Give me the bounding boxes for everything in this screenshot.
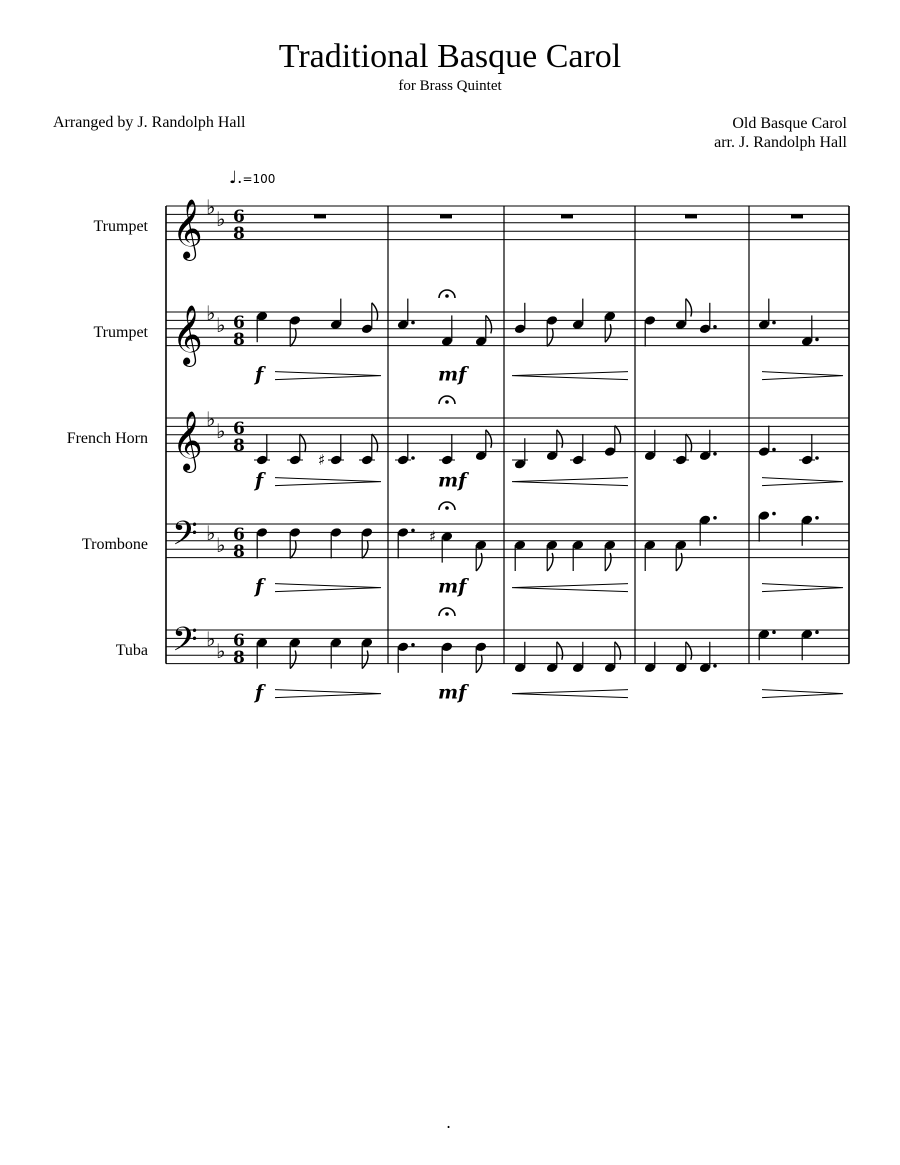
note-head <box>475 540 487 571</box>
dynamic-mezzo-forte: mf <box>438 363 467 386</box>
instrument-label-trumpet-1: Trumpet <box>93 218 148 235</box>
note-flag <box>486 315 492 333</box>
decrescendo-hairpin <box>762 478 843 486</box>
crescendo-hairpin <box>512 690 628 698</box>
time-signature-top: 6 <box>233 525 245 545</box>
note-head <box>361 303 378 334</box>
arranger-credit: Arranged by J. Randolph Hall <box>53 114 246 131</box>
dynamic-forte: f <box>255 469 264 492</box>
note-head <box>675 299 692 330</box>
note-head <box>514 303 526 334</box>
bass-clef-icon: 𝄢 <box>172 621 198 667</box>
dynamic-mezzo-forte: mf <box>438 681 467 704</box>
augmentation-dot <box>713 325 717 329</box>
augmentation-dot <box>772 448 776 452</box>
treble-clef-icon: 𝄞 <box>172 199 203 259</box>
note-head <box>397 299 415 330</box>
fermata-dot <box>445 506 449 510</box>
time-signature-bottom: 8 <box>233 542 245 562</box>
score-subtitle: for Brass Quintet <box>398 78 502 94</box>
note-head <box>254 434 270 465</box>
flat-icon: ♭ <box>216 639 226 663</box>
decrescendo-hairpin <box>762 690 843 698</box>
flat-icon: ♭ <box>216 207 226 231</box>
note-head <box>604 540 616 571</box>
score-title: Traditional Basque Carol <box>278 38 622 75</box>
note-head <box>397 527 415 558</box>
note-head <box>330 527 342 558</box>
flat-icon: ♭ <box>206 407 216 431</box>
note-flag <box>605 324 611 342</box>
instrument-label-trombone: Trombone <box>81 536 148 553</box>
augmentation-dot <box>411 643 415 647</box>
dynamic-forte: f <box>255 575 264 598</box>
note-head <box>256 527 268 558</box>
note-head <box>441 641 453 672</box>
instrument-label-tuba: Tuba <box>115 642 148 659</box>
fermata-dot <box>445 400 449 404</box>
note-head <box>287 434 306 465</box>
dynamic-mezzo-forte: mf <box>438 469 467 492</box>
augmentation-dot <box>772 512 776 516</box>
tempo-value: =100 <box>242 172 276 186</box>
note-head <box>514 540 526 571</box>
note-head <box>572 299 584 330</box>
augmentation-dot <box>411 456 415 460</box>
augmentation-dot <box>713 516 717 520</box>
footer-mark: . <box>446 1113 452 1132</box>
augmentation-dot <box>815 338 819 342</box>
flat-icon: ♭ <box>206 521 216 545</box>
augmentation-dot <box>713 452 717 456</box>
note-flag <box>557 642 563 660</box>
time-signature-top: 6 <box>233 207 245 227</box>
note-flag <box>615 642 621 660</box>
whole-rest <box>791 214 803 218</box>
note-head <box>675 540 687 571</box>
crescendo-hairpin <box>512 372 628 380</box>
whole-rest <box>561 214 573 218</box>
note-flag <box>486 430 492 448</box>
note-head <box>604 426 621 457</box>
composer-line-1: Old Basque Carol <box>732 115 847 132</box>
fermata-icon <box>439 502 455 510</box>
instrument-label-french-horn: French Horn <box>66 430 148 447</box>
crescendo-hairpin <box>512 478 628 486</box>
note-flag <box>290 651 296 669</box>
flat-icon: ♭ <box>216 419 226 443</box>
note-flag <box>686 642 692 660</box>
augmentation-dot <box>411 321 415 325</box>
flat-icon: ♭ <box>206 195 216 219</box>
dynamic-forte: f <box>255 681 264 704</box>
note-head <box>546 540 558 571</box>
note-head <box>397 641 415 672</box>
note-flag <box>686 299 692 317</box>
fermata-icon <box>439 396 455 404</box>
note-head <box>289 315 301 346</box>
flat-icon: ♭ <box>206 301 216 325</box>
whole-rest <box>314 214 326 218</box>
time-signature-top: 6 <box>233 313 245 333</box>
composer-line-2: arr. J. Randolph Hall <box>714 134 847 151</box>
augmentation-dot <box>815 630 819 634</box>
flat-icon: ♭ <box>216 533 226 557</box>
note-head <box>673 434 692 465</box>
flat-icon: ♭ <box>216 313 226 337</box>
note-head <box>758 299 776 330</box>
note-head <box>758 510 776 541</box>
note-flag <box>476 553 482 571</box>
decrescendo-hairpin <box>275 690 381 698</box>
time-signature-bottom: 8 <box>233 436 245 456</box>
fermata-icon <box>439 608 455 616</box>
note-head <box>546 315 558 346</box>
sharp-icon: ♯ <box>429 527 437 546</box>
crescendo-hairpin <box>512 584 628 592</box>
augmentation-dot <box>815 516 819 520</box>
time-signature-bottom: 8 <box>233 330 245 350</box>
bass-clef-icon: 𝄢 <box>172 515 198 561</box>
time-signature-bottom: 8 <box>233 224 245 244</box>
note-flag <box>547 553 553 571</box>
note-flag <box>557 430 563 448</box>
fermata-dot <box>445 294 449 298</box>
augmentation-dot <box>713 664 717 668</box>
note-head <box>361 527 373 558</box>
note-head <box>330 299 342 330</box>
note-flag <box>676 553 682 571</box>
decrescendo-hairpin <box>275 478 381 486</box>
note-head <box>570 434 586 465</box>
time-signature-top: 6 <box>233 631 245 651</box>
note-head <box>799 434 819 465</box>
dynamic-forte: f <box>255 363 264 386</box>
instrument-label-trumpet-2: Trumpet <box>93 324 148 341</box>
note-head <box>699 303 717 334</box>
note-head <box>289 527 301 558</box>
decrescendo-hairpin <box>762 372 843 380</box>
note-head <box>395 434 415 465</box>
treble-clef-icon: 𝄞 <box>172 411 203 471</box>
augmentation-dot <box>772 630 776 634</box>
decrescendo-hairpin <box>762 584 843 592</box>
fermata-dot <box>445 612 449 616</box>
note-head <box>572 540 584 571</box>
note-head <box>644 540 656 571</box>
augmentation-dot <box>411 529 415 533</box>
time-signature-bottom: 8 <box>233 648 245 668</box>
note-flag <box>605 553 611 571</box>
note-head <box>475 641 487 672</box>
note-head <box>644 315 656 346</box>
augmentation-dot <box>815 456 819 460</box>
whole-rest <box>440 214 452 218</box>
dotted-quarter-note-icon: ♩. <box>229 168 243 188</box>
sharp-icon: ♯ <box>318 451 326 469</box>
note-head <box>359 434 378 465</box>
note-flag <box>362 651 368 669</box>
treble-clef-icon: 𝄞 <box>172 305 203 365</box>
augmentation-dot <box>772 321 776 325</box>
flat-icon: ♭ <box>206 627 216 651</box>
note-head <box>758 426 776 457</box>
decrescendo-hairpin <box>275 584 381 592</box>
fermata-icon <box>439 290 455 298</box>
note-head <box>439 434 455 465</box>
dynamic-mezzo-forte: mf <box>438 575 467 598</box>
time-signature-top: 6 <box>233 419 245 439</box>
decrescendo-hairpin <box>275 372 381 380</box>
whole-rest <box>685 214 697 218</box>
